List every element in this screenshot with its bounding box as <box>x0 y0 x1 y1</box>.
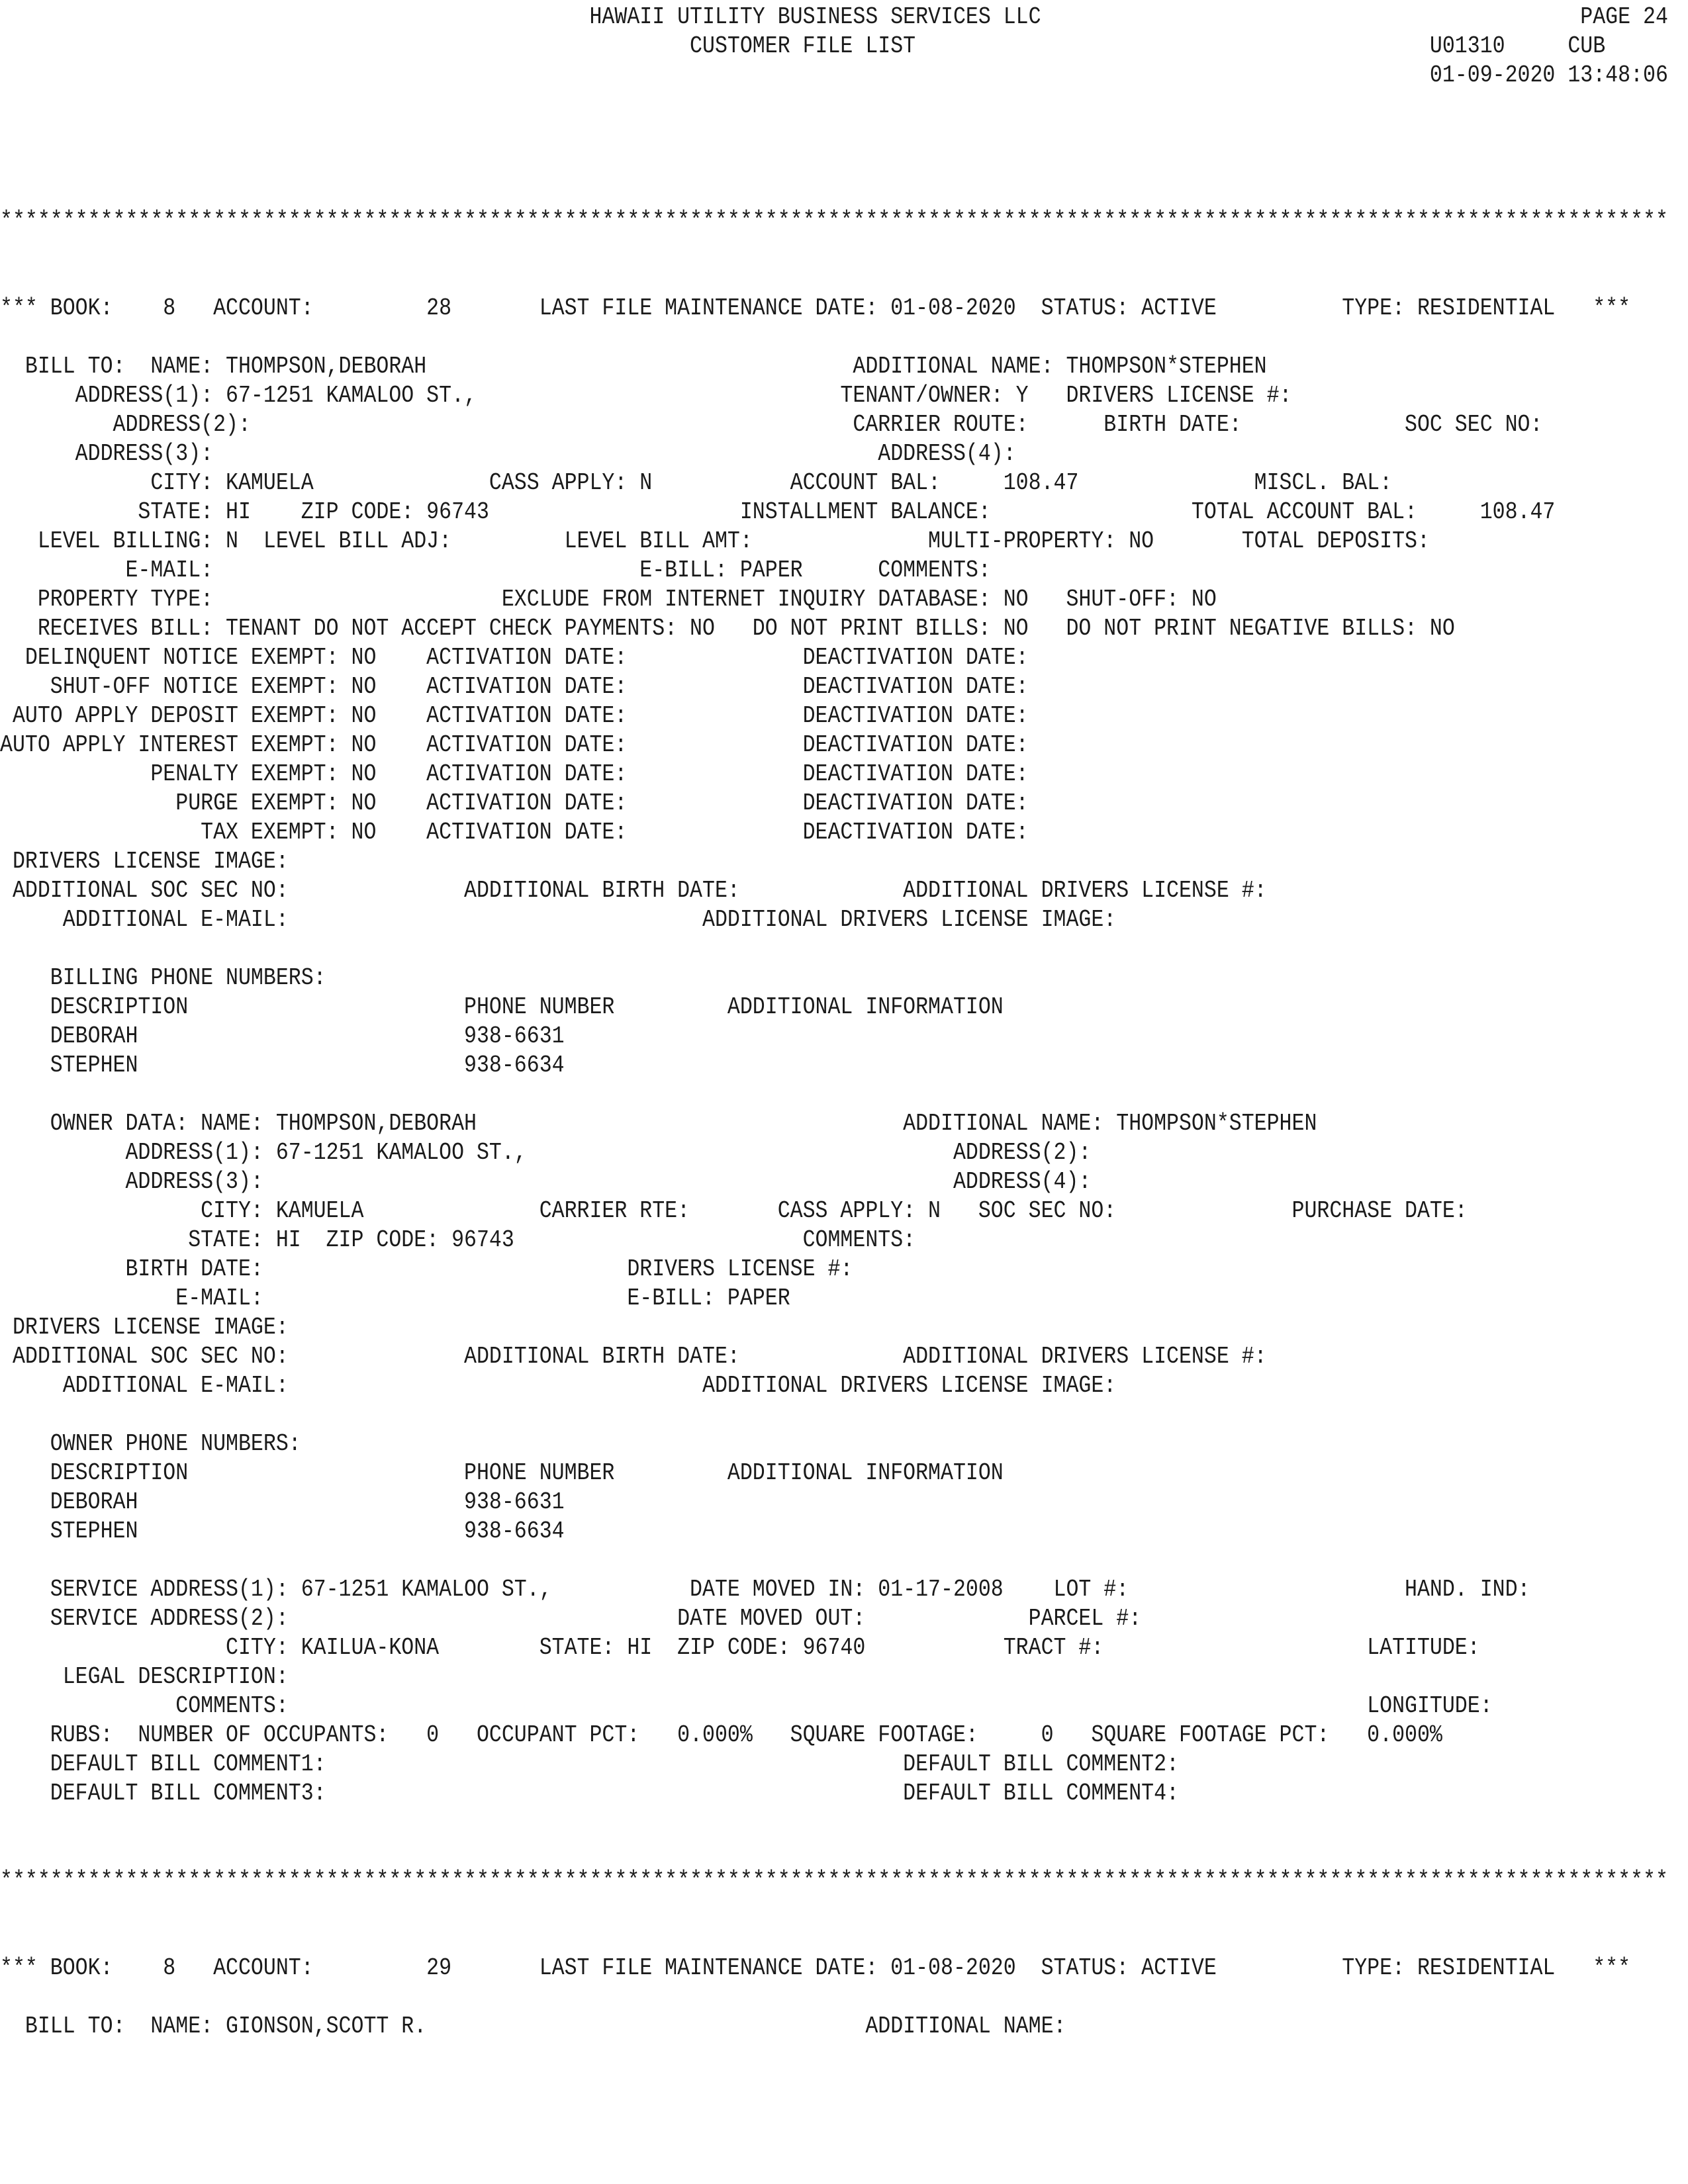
report-line: *** BOOK: 8 ACCOUNT: 28 LAST FILE MAINTENANCE DATE: 01-08-2020 STATUS: ACTIVE TYPE: RESIDENTIAL *** <box>0 295 1631 322</box>
report-line: OWNER DATA: NAME: THOMPSON,DEBORAH ADDITIONAL NAME: THOMPSON*STEPHEN <box>0 1110 1317 1137</box>
report-line: COMMENTS: LONGITUDE: <box>0 1692 1493 1719</box>
report-line: STEPHEN 938-6634 <box>0 1052 565 1079</box>
report-line: DEBORAH 938-6631 <box>0 1023 565 1050</box>
report-line: TAX EXEMPT: NO ACTIVATION DATE: DEACTIVATION DATE: <box>0 819 1029 846</box>
report-line: AUTO APPLY DEPOSIT EXEMPT: NO ACTIVATION DATE: DEACTIVATION DATE: <box>0 702 1029 729</box>
report-line: ************************************************************************************************************************************* <box>0 207 1668 234</box>
report-line: DEFAULT BILL COMMENT1: DEFAULT BILL COMMENT2: <box>0 1751 1179 1778</box>
report-line: CITY: KAILUA-KONA STATE: HI ZIP CODE: 96740 TRACT #: LATITUDE: <box>0 1634 1480 1661</box>
report-line: DRIVERS LICENSE IMAGE: <box>0 1314 289 1341</box>
report-line: LEGAL DESCRIPTION: <box>0 1663 289 1690</box>
report-line: BIRTH DATE: DRIVERS LICENSE #: <box>0 1255 853 1283</box>
report-line: BILL TO: NAME: GIONSON,SCOTT R. ADDITIONAL NAME: <box>0 2013 1066 2040</box>
report-line: E-MAIL: E-BILL: PAPER COMMENTS: <box>0 557 991 584</box>
report-line: STATE: HI ZIP CODE: 96743 COMMENTS: <box>0 1226 916 1253</box>
report-line: DESCRIPTION PHONE NUMBER ADDITIONAL INFORMATION <box>0 993 1004 1021</box>
report-line: RUBS: NUMBER OF OCCUPANTS: 0 OCCUPANT PCT: 0.000% SQUARE FOOTAGE: 0 SQUARE FOOTAGE PCT: 0.000% <box>0 1721 1442 1749</box>
report-line: ADDRESS(2): CARRIER ROUTE: BIRTH DATE: SOC SEC NO: <box>0 411 1543 438</box>
report-line: STATE: HI ZIP CODE: 96743 INSTALLMENT BALANCE: TOTAL ACCOUNT BAL: 108.47 <box>0 498 1556 525</box>
report-line: BILL TO: NAME: THOMPSON,DEBORAH ADDITIONAL NAME: THOMPSON*STEPHEN <box>0 353 1267 380</box>
report-line: LEVEL BILLING: N LEVEL BILL ADJ: LEVEL BILL AMT: MULTI-PROPERTY: NO TOTAL DEPOSITS: <box>0 527 1430 555</box>
report-line: ADDRESS(1): 67-1251 KAMALOO ST., TENANT/OWNER: Y DRIVERS LICENSE #: <box>0 382 1292 409</box>
report-line: DEFAULT BILL COMMENT3: DEFAULT BILL COMMENT4: <box>0 1780 1179 1807</box>
report-line: CITY: KAMUELA CASS APPLY: N ACCOUNT BAL: 108.47 MISCL. BAL: <box>0 469 1393 496</box>
report-line: SHUT-OFF NOTICE EXEMPT: NO ACTIVATION DATE: DEACTIVATION DATE: <box>0 673 1029 700</box>
report-line: ADDITIONAL SOC SEC NO: ADDITIONAL BIRTH DATE: ADDITIONAL DRIVERS LICENSE #: <box>0 877 1267 904</box>
report-line: RECEIVES BILL: TENANT DO NOT ACCEPT CHECK PAYMENTS: NO DO NOT PRINT BILLS: NO DO NOT PRINT NEGATIVE BILLS: NO <box>0 615 1455 642</box>
report-line: DESCRIPTION PHONE NUMBER ADDITIONAL INFORMATION <box>0 1459 1004 1486</box>
report-line: BILLING PHONE NUMBERS: <box>0 964 326 991</box>
report-line: ADDITIONAL E-MAIL: ADDITIONAL DRIVERS LICENSE IMAGE: <box>0 1372 1117 1399</box>
report-line: DRIVERS LICENSE IMAGE: <box>0 848 289 875</box>
report-line: PURGE EXEMPT: NO ACTIVATION DATE: DEACTIVATION DATE: <box>0 790 1029 817</box>
report-line: SERVICE ADDRESS(2): DATE MOVED OUT: PARCEL #: <box>0 1605 1142 1632</box>
report-line: E-MAIL: E-BILL: PAPER <box>0 1285 790 1312</box>
report-line: PENALTY EXEMPT: NO ACTIVATION DATE: DEACTIVATION DATE: <box>0 760 1029 788</box>
report-line: ADDRESS(3): ADDRESS(4): <box>0 440 1016 467</box>
report-line: DELINQUENT NOTICE EXEMPT: NO ACTIVATION DATE: DEACTIVATION DATE: <box>0 644 1029 671</box>
report-line: 01-09-2020 13:48:06 <box>0 62 1668 89</box>
report-line: *** BOOK: 8 ACCOUNT: 29 LAST FILE MAINTENANCE DATE: 01-08-2020 STATUS: ACTIVE TYPE: RESIDENTIAL *** <box>0 1954 1631 1981</box>
report-line: ADDRESS(1): 67-1251 KAMALOO ST., ADDRESS(2): <box>0 1139 1092 1166</box>
report-line: DEBORAH 938-6631 <box>0 1488 565 1516</box>
report-line: CITY: KAMUELA CARRIER RTE: CASS APPLY: N SOC SEC NO: PURCHASE DATE: <box>0 1197 1468 1224</box>
report-line: ************************************************************************************************************************************* <box>0 1867 1668 1894</box>
report-line: AUTO APPLY INTEREST EXEMPT: NO ACTIVATION DATE: DEACTIVATION DATE: <box>0 731 1029 758</box>
report-line: HAWAII UTILITY BUSINESS SERVICES LLC PAGE 24 <box>0 3 1668 30</box>
report-line: OWNER PHONE NUMBERS: <box>0 1430 301 1457</box>
report-line: ADDRESS(3): ADDRESS(4): <box>0 1168 1092 1195</box>
report-line: SERVICE ADDRESS(1): 67-1251 KAMALOO ST., DATE MOVED IN: 01-17-2008 LOT #: HAND. IND: <box>0 1576 1530 1603</box>
report-line: CUSTOMER FILE LIST U01310 CUB <box>0 32 1606 60</box>
report-line: ADDITIONAL E-MAIL: ADDITIONAL DRIVERS LICENSE IMAGE: <box>0 906 1117 933</box>
report-line: STEPHEN 938-6634 <box>0 1518 565 1545</box>
report-line: ADDITIONAL SOC SEC NO: ADDITIONAL BIRTH DATE: ADDITIONAL DRIVERS LICENSE #: <box>0 1343 1267 1370</box>
report-line: PROPERTY TYPE: EXCLUDE FROM INTERNET INQUIRY DATABASE: NO SHUT-OFF: NO <box>0 586 1217 613</box>
